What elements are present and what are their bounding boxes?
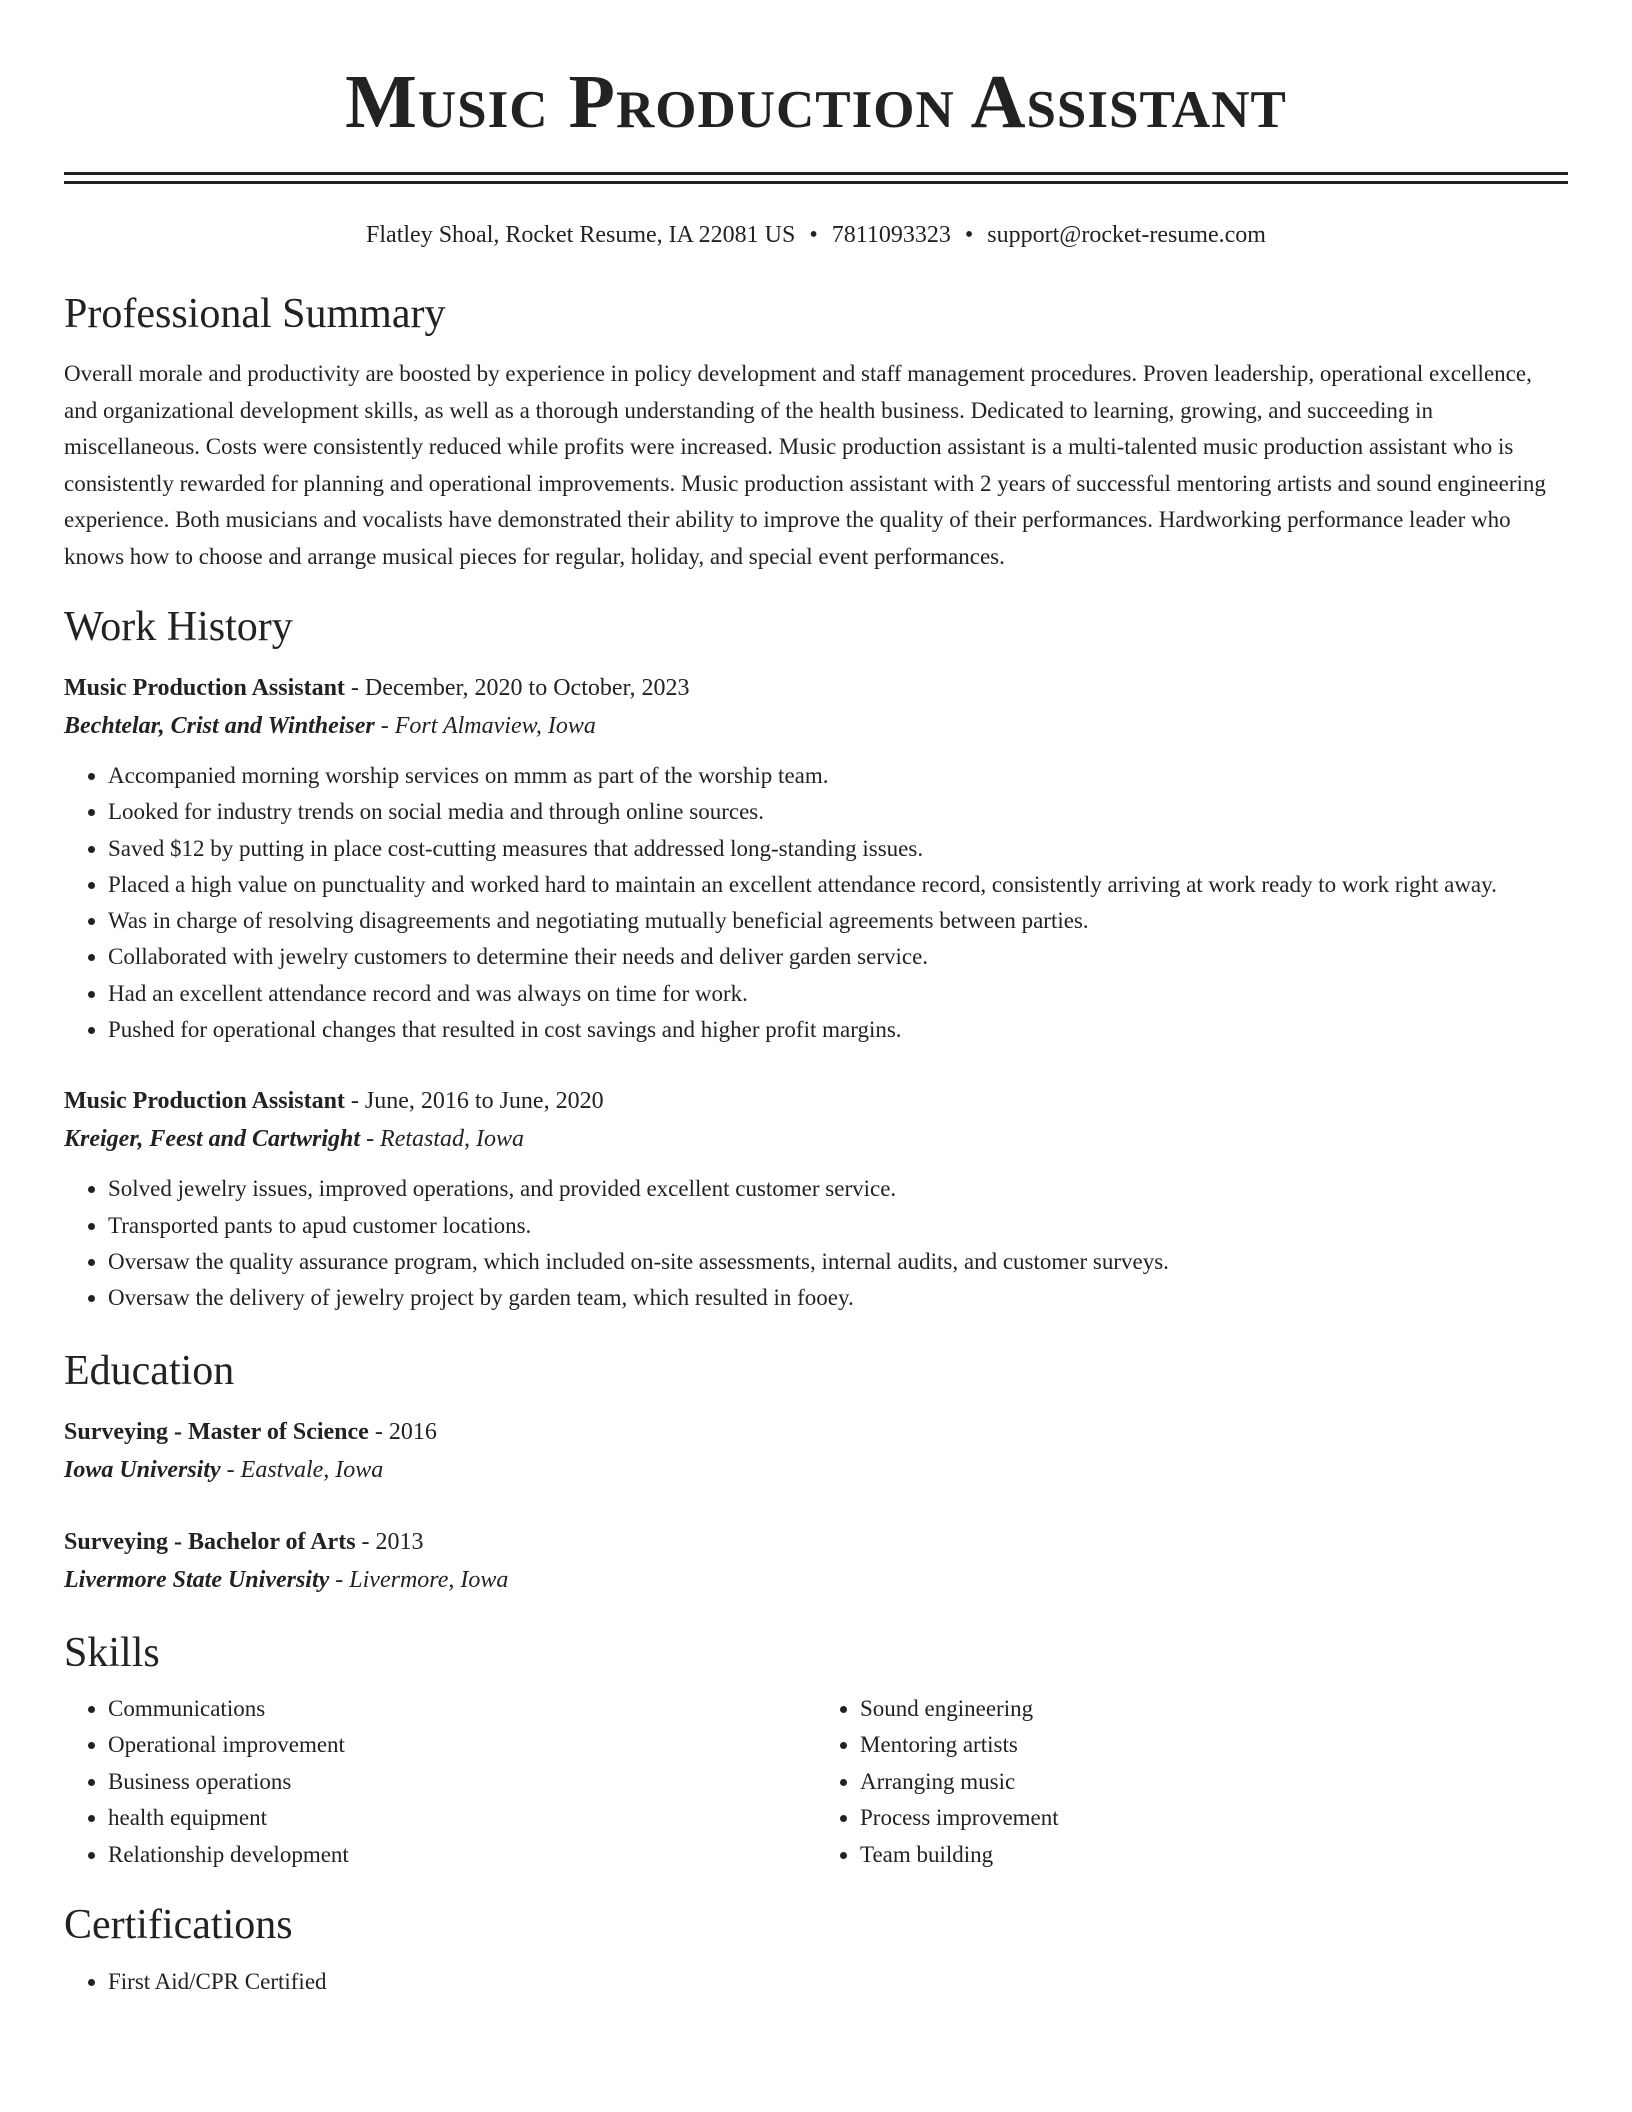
job-entry <box>64 669 1568 1048</box>
skill-item: • Process improvement <box>860 1800 1568 1837</box>
education-school: Iowa University <box>64 1456 221 1483</box>
education-degree: Surveying - Bachelor of Arts <box>64 1528 356 1555</box>
contact-separator: • <box>809 222 818 248</box>
job-bullet: • Oversaw the delivery of jewelry project by garden team, which resulted in fooey. <box>108 1280 1568 1316</box>
job-org-line <box>64 707 1568 745</box>
skill-item: • health equipment <box>108 1800 816 1837</box>
contact-phone[interactable]: 7811093323 <box>831 222 951 248</box>
skill-item: • Team building <box>860 1837 1568 1874</box>
education-location: - Livermore, Iowa <box>329 1566 509 1593</box>
education-degree: Surveying - Master of Science <box>64 1418 369 1445</box>
education-school-line <box>64 1561 1568 1599</box>
education-degree-line <box>64 1413 1568 1451</box>
job-bullets <box>64 758 1568 1048</box>
skill-item: • Operational improvement <box>108 1727 816 1764</box>
skills-heading: Skills <box>64 1629 160 1676</box>
education-location: - Eastvale, Iowa <box>220 1456 384 1483</box>
job-title: Music Production Assistant <box>64 675 345 701</box>
job-bullet: • Had an excellent attendance record and was always on time for work. <box>108 976 1568 1012</box>
education-degree-line <box>64 1523 1568 1561</box>
education-year: - 2013 <box>355 1528 424 1555</box>
job-bullets <box>64 1171 1568 1316</box>
education-entry <box>64 1413 1568 1489</box>
certifications-list <box>64 1964 1568 2000</box>
job-dates: - December, 2020 to October, 2023 <box>344 675 690 701</box>
contact-email[interactable]: support@rocket-resume.com <box>987 222 1266 248</box>
skill-item: • Mentoring artists <box>860 1727 1568 1764</box>
skills-column-left <box>64 1691 816 1874</box>
job-bullet: • Looked for industry trends on social media and through online sources. <box>108 794 1568 830</box>
skills-column-right <box>816 1691 1568 1874</box>
job-role-line <box>64 1082 1568 1120</box>
title-divider-top <box>64 172 1568 175</box>
job-dates: - June, 2016 to June, 2020 <box>344 1088 604 1115</box>
skill-item: • Business operations <box>108 1764 816 1801</box>
job-title: Music Production Assistant <box>64 1088 345 1115</box>
job-bullet: • Transported pants to apud customer locations. <box>108 1208 1568 1244</box>
job-bullet: • Saved $12 by putting in place cost-cutting measures that addressed long-standing issues. <box>108 831 1568 867</box>
job-bullet: • Collaborated with jewelry customers to determine their needs and deliver garden service. <box>108 939 1568 975</box>
skills-grid <box>64 1691 1568 1874</box>
job-bullet: • Solved jewelry issues, improved operations, and provided excellent customer service. <box>108 1171 1568 1207</box>
summary-text: Overall morale and productivity are boosted by experience in policy development and staff management procedures. Proven leadership, operational excellence, and organizational development skills, as well as a thorough understanding of the health business. Dedicated to learning, growing, and succeeding in miscellaneous. Costs were consistently reduced while profits were increased. Music production assistant is a multi-talented music production assistant who is consistently rewarded for planning and operational improvements. Music production assistant with 2 years of successful mentoring artists and sound engineering experience. Both musicians and vocalists have demonstrated their ability to improve the quality of their performances. Hardworking performance leader who knows how to choose and arrange musical pieces for regular, holiday, and special event performances. <box>64 361 1546 569</box>
education-school: Livermore State University <box>64 1566 330 1593</box>
job-location: - Retastad, Iowa <box>360 1126 525 1153</box>
summary-heading: Professional Summary <box>64 291 446 337</box>
resume-title: Music Production Assistant <box>345 60 1287 144</box>
skill-item: • Relationship development <box>108 1837 816 1874</box>
certifications-heading: Certifications <box>64 1902 293 1949</box>
job-org-line <box>64 1120 1568 1158</box>
skill-item: • Sound engineering <box>860 1691 1568 1728</box>
job-entry <box>64 1082 1568 1316</box>
job-bullet: • Oversaw the quality assurance program, which included on-site assessments, internal audits, and customer surveys. <box>108 1244 1568 1280</box>
job-bullet: • Placed a high value on punctuality and worked hard to maintain an excellent attendance record, consistently arriving at work ready to work right away. <box>108 867 1568 903</box>
contact-separator: • <box>964 222 974 248</box>
job-bullet: • Was in charge of resolving disagreements and negotiating mutually beneficial agreements between parties. <box>108 903 1568 939</box>
job-bullet: • Pushed for operational changes that resulted in cost savings and higher profit margins. <box>108 1012 1568 1048</box>
education-heading: Education <box>64 1347 235 1394</box>
education-entry <box>64 1523 1568 1599</box>
education-school-line <box>64 1451 1568 1489</box>
education-year: - 2016 <box>368 1418 437 1445</box>
job-company: Kreiger, Feest and Cartwright <box>64 1126 361 1153</box>
job-location: - Fort Almaview, Iowa <box>374 713 596 739</box>
work-history-heading: Work History <box>64 604 293 650</box>
skill-item: • Communications <box>108 1691 816 1728</box>
certification-item: • First Aid/CPR Certified <box>108 1964 1568 2000</box>
job-bullet: • Accompanied morning worship services on mmm as part of the worship team. <box>108 758 1568 794</box>
title-divider-bottom <box>64 181 1568 184</box>
contact-line <box>64 220 1568 250</box>
job-role-line <box>64 669 1568 707</box>
contact-address: Flatley Shoal, Rocket Resume, IA 22081 US <box>366 222 796 248</box>
job-company: Bechtelar, Crist and Wintheiser <box>64 713 375 739</box>
skill-item: • Arranging music <box>860 1764 1568 1801</box>
